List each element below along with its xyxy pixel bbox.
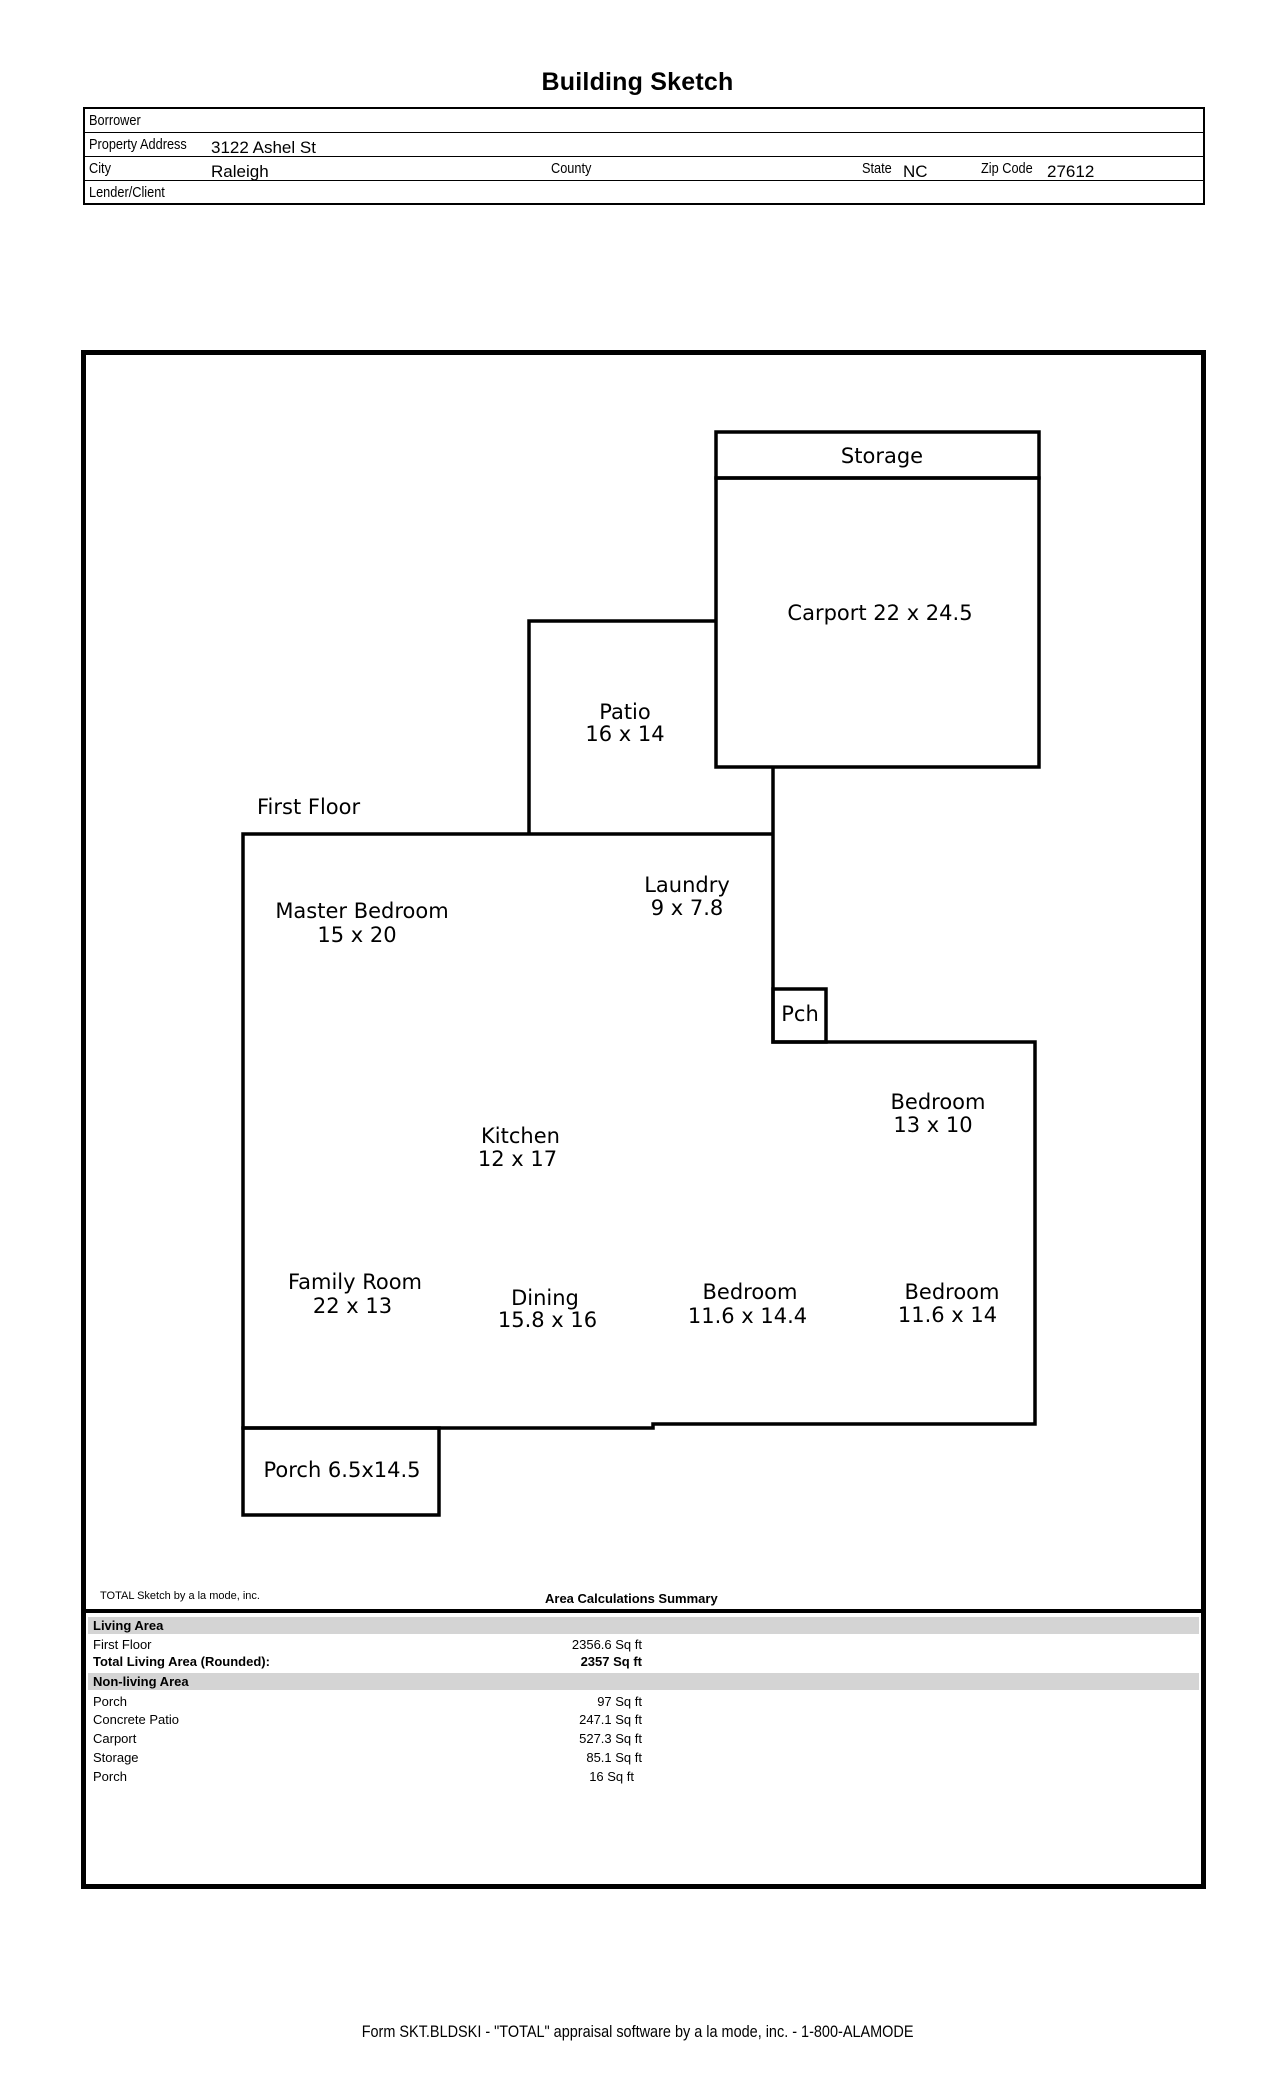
- nonliving-area-header-text: Non-living Area: [93, 1674, 189, 1689]
- kitchen-name: Kitchen: [481, 1124, 560, 1148]
- county-label: County: [551, 160, 592, 177]
- living-area-header: [88, 1617, 1199, 1634]
- family-room-dims: 22 x 13: [312, 1294, 393, 1318]
- porch-label: Porch 6.5x14.5: [263, 1458, 421, 1482]
- family-room-name: Family Room: [287, 1270, 423, 1294]
- bedroom-mid-dims: 11.6 x 14.4: [687, 1304, 808, 1328]
- borrower-label: Borrower: [89, 112, 141, 129]
- lender-label: Lender/Client: [89, 184, 165, 201]
- nonliving-row-value: 247.1 Sq ft: [579, 1712, 642, 1727]
- nonliving-row-value: 85.1 Sq ft: [586, 1750, 642, 1765]
- living-row-value: 2356.6 Sq ft: [571, 1637, 642, 1652]
- nonliving-row-label: Carport: [93, 1731, 137, 1746]
- master-bedroom-dims: 15 x 20: [317, 923, 397, 947]
- storage-label: Storage: [840, 444, 924, 468]
- dining-dims: 15.8 x 16: [497, 1308, 598, 1332]
- form-footer-text: Form SKT.BLDSKI - "TOTAL" appraisal software by a la mode, inc. - 1-800-ALAMODE: [361, 2022, 914, 2041]
- property-address-value: 3122 Ashel St: [211, 138, 316, 157]
- page-title: Building Sketch: [541, 68, 734, 96]
- nonliving-row-value: 527.3 Sq ft: [579, 1731, 642, 1746]
- living-area-header-text: Living Area: [93, 1618, 164, 1633]
- nonliving-row-label: Porch: [93, 1694, 127, 1709]
- laundry-name: Laundry: [644, 873, 730, 897]
- form-footer: [0, 2022, 1275, 2042]
- bedroom-se-name: Bedroom: [904, 1280, 1000, 1304]
- floor-label: First Floor: [257, 795, 361, 819]
- summary-divider: [86, 1609, 1201, 1613]
- carport-label: Carport 22 x 24.5: [787, 601, 973, 625]
- patio-dims: 16 x 14: [585, 722, 665, 746]
- zip-value: 27612: [1047, 162, 1095, 181]
- zip-label: Zip Code: [981, 160, 1033, 177]
- kitchen-dims: 12 x 17: [477, 1147, 558, 1171]
- total-living-value: 2357 Sq ft: [580, 1654, 642, 1669]
- nonliving-row-label: Storage: [93, 1750, 139, 1765]
- bedroom-mid-name: Bedroom: [702, 1280, 798, 1304]
- total-living-label: Total Living Area (Rounded):: [93, 1654, 270, 1669]
- nonliving-row-value: 97 Sq ft: [597, 1694, 642, 1709]
- living-row-label: First Floor: [93, 1637, 152, 1652]
- pch-label: Pch: [781, 1002, 819, 1026]
- bedroom-ne-dims: 13 x 10: [893, 1113, 973, 1137]
- software-credit: TOTAL Sketch by a la mode, inc.: [100, 1590, 260, 1602]
- nonliving-row-value: 16 Sq ft: [589, 1769, 634, 1784]
- master-bedroom-name: Master Bedroom: [275, 899, 449, 923]
- nonliving-row-label: Concrete Patio: [93, 1712, 179, 1727]
- nonliving-area-header: [88, 1673, 1199, 1690]
- nonliving-row-label: Porch: [93, 1769, 127, 1784]
- summary-title: Area Calculations Summary: [545, 1591, 718, 1606]
- bedroom-ne-name: Bedroom: [890, 1090, 986, 1114]
- bedroom-se-dims: 11.6 x 14: [897, 1303, 998, 1327]
- laundry-dims: 9 x 7.8: [650, 896, 724, 920]
- state-label: State: [862, 160, 892, 177]
- state-value: NC: [903, 162, 928, 181]
- city-label: City: [89, 160, 111, 177]
- dining-name: Dining: [511, 1286, 579, 1310]
- city-value: Raleigh: [211, 162, 269, 181]
- property-address-label: Property Address: [89, 136, 187, 153]
- patio-name: Patio: [599, 700, 651, 724]
